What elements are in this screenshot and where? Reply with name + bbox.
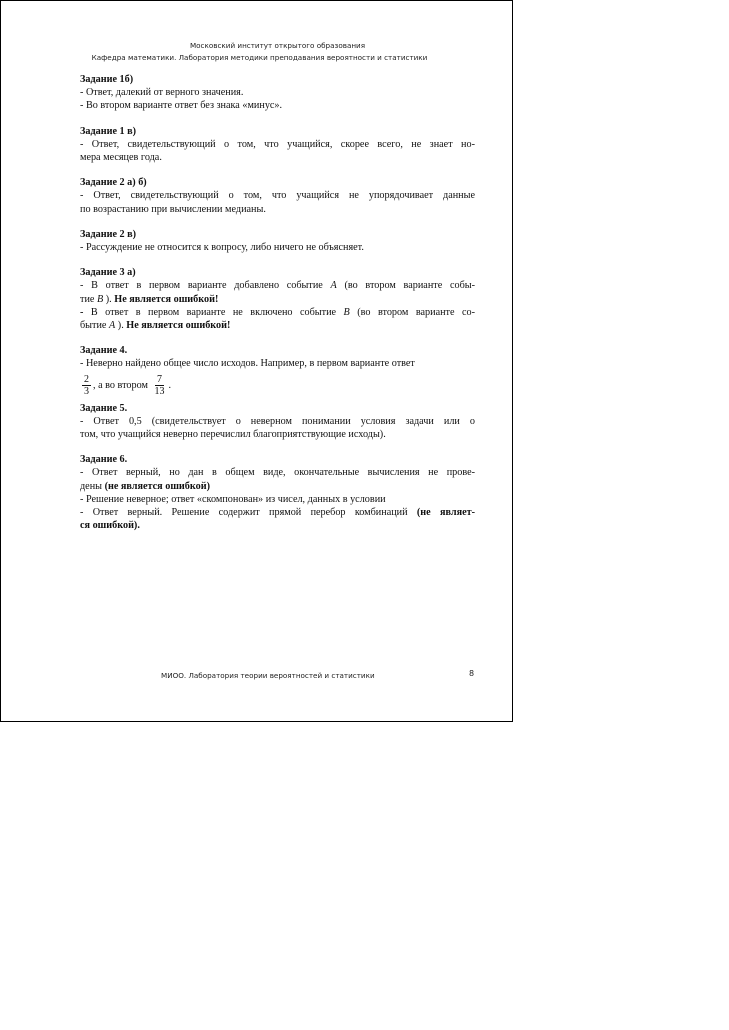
section-task-2v — [80, 228, 475, 254]
emphasis-note: (не являет- — [416, 507, 476, 519]
header-institute: Московский институт открытого образования — [189, 41, 366, 50]
document-page — [0, 0, 513, 722]
text-run: (во втором варианте со- — [349, 306, 475, 318]
header-department: Кафедра математики. Лаборатория методики преподавания вероятности и статистики — [91, 53, 428, 62]
fraction-numerator: 7 — [157, 373, 162, 385]
paragraph-line — [80, 506, 475, 519]
page-number: 8 — [469, 669, 475, 678]
event-variable: B — [343, 306, 350, 318]
section-task-2ab — [80, 176, 475, 216]
emphasis-note: Не является ошибкой! — [114, 293, 219, 305]
paragraph-line — [80, 480, 475, 493]
bold-dash: - — [80, 306, 84, 318]
fraction-denominator: 13 — [154, 385, 165, 397]
text-run: , а во втором — [93, 379, 151, 391]
text-run: - Ответ верный. Решение содержит прямой перебор комбинаций — [80, 507, 417, 519]
section-title: Задание 5. — [80, 402, 128, 414]
text-run: дены — [80, 480, 105, 492]
fraction-line — [80, 372, 475, 400]
emphasis-note: Не является ошибкой! — [126, 320, 231, 332]
section-title: Задание 1б) — [80, 74, 134, 85]
paragraph-line: по возрастанию при вычислении медианы. — [80, 203, 266, 215]
section-task-1b — [80, 73, 475, 113]
section-task-1v — [80, 125, 475, 165]
text-run: ). — [103, 293, 115, 305]
paragraph-line — [80, 293, 475, 306]
text-run: - В ответ в первом варианте добавлено событие — [80, 280, 331, 292]
text-run: В ответ в первом варианте не включено событие — [83, 306, 344, 318]
paragraph-line: - Ответ 0,5 (свидетельствует о неверном понимании условия задачи или о — [80, 415, 475, 427]
section-task-5 — [80, 402, 475, 442]
document-body — [80, 73, 475, 544]
event-variable: A — [109, 320, 116, 332]
fraction-second-variant — [153, 374, 167, 397]
section-task-4 — [80, 344, 475, 399]
section-title: Задание 4. — [80, 345, 128, 357]
paragraph-line: мера месяцев года. — [80, 152, 162, 164]
section-title: Задание 2 а) б) — [80, 177, 147, 189]
paragraph-line: - Ответ верный, но дан в общем виде, окончательные вычисления не прове- — [80, 467, 475, 479]
section-task-6 — [80, 453, 475, 532]
text-run: . — [168, 379, 172, 391]
emphasis-note: (не является ошибкой) — [104, 480, 210, 492]
footer-text: МИОО. Лаборатория теории вероятностей и статистики — [161, 671, 375, 680]
paragraph-line: - Во втором варианте ответ без знака «минус». — [80, 100, 283, 112]
paragraph-line — [80, 279, 475, 292]
paragraph-line: - Ответ, свидетельствующий о том, что учащийся не упорядочивает данные — [80, 190, 475, 202]
paragraph-line — [80, 319, 475, 332]
section-title: Задание 2 в) — [80, 228, 137, 240]
emphasis-note: ся ошибкой). — [80, 520, 140, 532]
text-run: тие — [80, 293, 97, 305]
paragraph-line — [80, 306, 475, 319]
paragraph-line: - Решение неверное; ответ «скомпонован» из чисел, данных в условии — [80, 493, 386, 505]
event-variable: B — [96, 293, 104, 305]
paragraph-line: - Неверно найдено общее число исходов. Например, в первом варианте ответ — [80, 358, 415, 370]
paragraph-line: - Ответ, свидетельствующий о том, что учащийся, скорее всего, не знает но- — [80, 138, 475, 150]
paragraph-line — [80, 519, 475, 532]
text-run: (во втором варианте собы- — [336, 280, 475, 292]
fraction-first-variant — [82, 374, 91, 397]
text-run: ). — [115, 320, 127, 332]
paragraph-line: - Ответ, далекий от верного значения. — [80, 87, 244, 99]
fraction-denominator: 3 — [84, 385, 89, 397]
section-title: Задание 3 а) — [80, 267, 136, 279]
paragraph-line: - Рассуждение не относится к вопросу, либо ничего не объясняет. — [80, 242, 364, 254]
text-run: бытие — [80, 320, 110, 332]
event-variable: A — [330, 280, 337, 292]
section-title: Задание 1 в) — [80, 125, 137, 137]
section-title: Задание 6. — [80, 454, 128, 466]
section-task-3a — [80, 266, 475, 332]
paragraph-line: том, что учащийся неверно перечислил благоприятствующие исходы). — [80, 429, 386, 441]
fraction-numerator: 2 — [84, 373, 89, 385]
